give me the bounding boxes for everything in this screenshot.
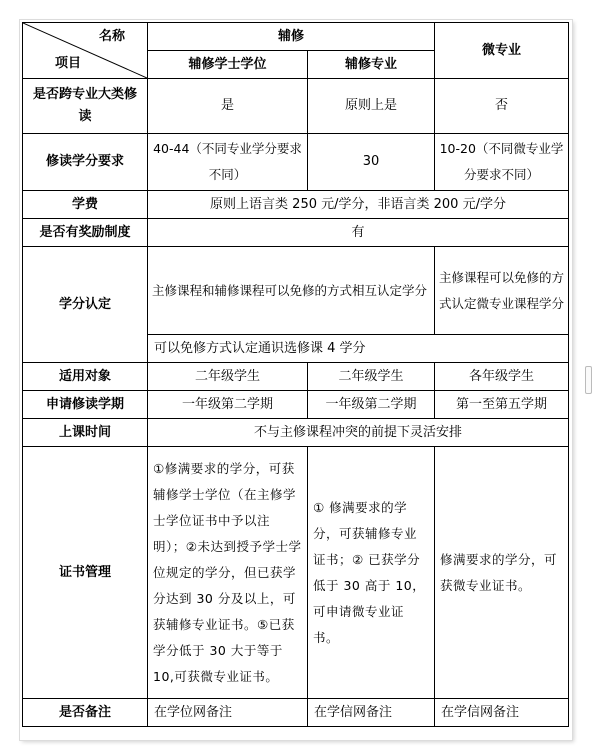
minor-program-comparison-table xyxy=(22,22,569,727)
header-diagonal-cell xyxy=(23,23,148,79)
diagonal-line xyxy=(23,23,147,78)
row-label: 学费 xyxy=(23,191,148,219)
cell-micro: 各年级学生 xyxy=(435,363,569,391)
row-reward xyxy=(23,219,569,247)
row-filing xyxy=(23,699,569,727)
row-label: 证书管理 xyxy=(23,447,148,699)
row-label: 上课时间 xyxy=(23,419,148,447)
document-page xyxy=(20,20,572,740)
row-label: 是否有奖励制度 xyxy=(23,219,148,247)
cell-minor-recognition: 主修课程和辅修课程可以免修的方式相互认定学分 xyxy=(148,247,435,335)
cell-class-time: 不与主修课程冲突的前提下灵活安排 xyxy=(148,419,569,447)
header-item-label: 项目 xyxy=(55,56,82,71)
cell-micro: 在学信网备注 xyxy=(435,699,569,727)
cell-micro: 10-20（不同微专业学分要求不同） xyxy=(435,134,569,191)
row-label: 修读学分要求 xyxy=(23,134,148,191)
cell-micro-recognition: 主修课程可以免修的方式认定微专业课程学分 xyxy=(435,247,569,335)
cell-micro: 第一至第五学期 xyxy=(435,391,569,419)
cell-degree: 40-44（不同专业学分要求不同） xyxy=(148,134,308,191)
row-label: 是否备注 xyxy=(23,699,148,727)
row-class-time xyxy=(23,419,569,447)
cell-reward: 有 xyxy=(148,219,569,247)
header-minor-degree: 辅修学士学位 xyxy=(148,51,308,79)
row-certificate xyxy=(23,447,569,699)
row-credit-requirement xyxy=(23,134,569,191)
row-target xyxy=(23,363,569,391)
header-minor-major: 辅修专业 xyxy=(308,51,435,79)
cell-degree: ①修满要求的学分，可获辅修学士学位（在主修学士学位证书中予以注明）；②未达到授予学士学位规定的学分，但已获学分达到 30 分及以上，可获辅修专业证书。⑤已获学分低于 30 大于等于 10,可获微专业证书。 xyxy=(148,447,308,699)
row-semester xyxy=(23,391,569,419)
cell-major: 30 xyxy=(308,134,435,191)
row-label: 是否跨专业大类修读 xyxy=(23,79,148,134)
row-label: 申请修读学期 xyxy=(23,391,148,419)
cell-major: 一年级第二学期 xyxy=(308,391,435,419)
row-label: 学分认定 xyxy=(23,247,148,363)
cell-major: 二年级学生 xyxy=(308,363,435,391)
cell-major: 原则上是 xyxy=(308,79,435,134)
cell-major: 在学信网备注 xyxy=(308,699,435,727)
header-minor-group: 辅修 xyxy=(148,23,435,51)
cell-micro: 否 xyxy=(435,79,569,134)
row-credit-recognition xyxy=(23,247,569,335)
cell-major: ① 修满要求的学分，可获辅修专业证书；② 已获学分低于 30 高于 10，可申请微专业证书。 xyxy=(308,447,435,699)
header-row-1 xyxy=(23,23,569,51)
cell-degree: 在学位网备注 xyxy=(148,699,308,727)
cell-tuition: 原则上语言类 250 元/学分，非语言类 200 元/学分 xyxy=(148,191,569,219)
header-micro-major: 微专业 xyxy=(435,23,569,79)
cell-degree: 二年级学生 xyxy=(148,363,308,391)
cell-common-recognition: 可以免修方式认定通识选修课 4 学分 xyxy=(148,335,569,363)
row-tuition xyxy=(23,191,569,219)
row-cross-major xyxy=(23,79,569,134)
cell-degree: 一年级第二学期 xyxy=(148,391,308,419)
scrollbar-handle[interactable] xyxy=(585,366,592,394)
row-label: 适用对象 xyxy=(23,363,148,391)
cell-micro: 修满要求的学分，可获微专业证书。 xyxy=(435,447,569,699)
cell-degree: 是 xyxy=(148,79,308,134)
header-name-label: 名称 xyxy=(98,29,125,44)
